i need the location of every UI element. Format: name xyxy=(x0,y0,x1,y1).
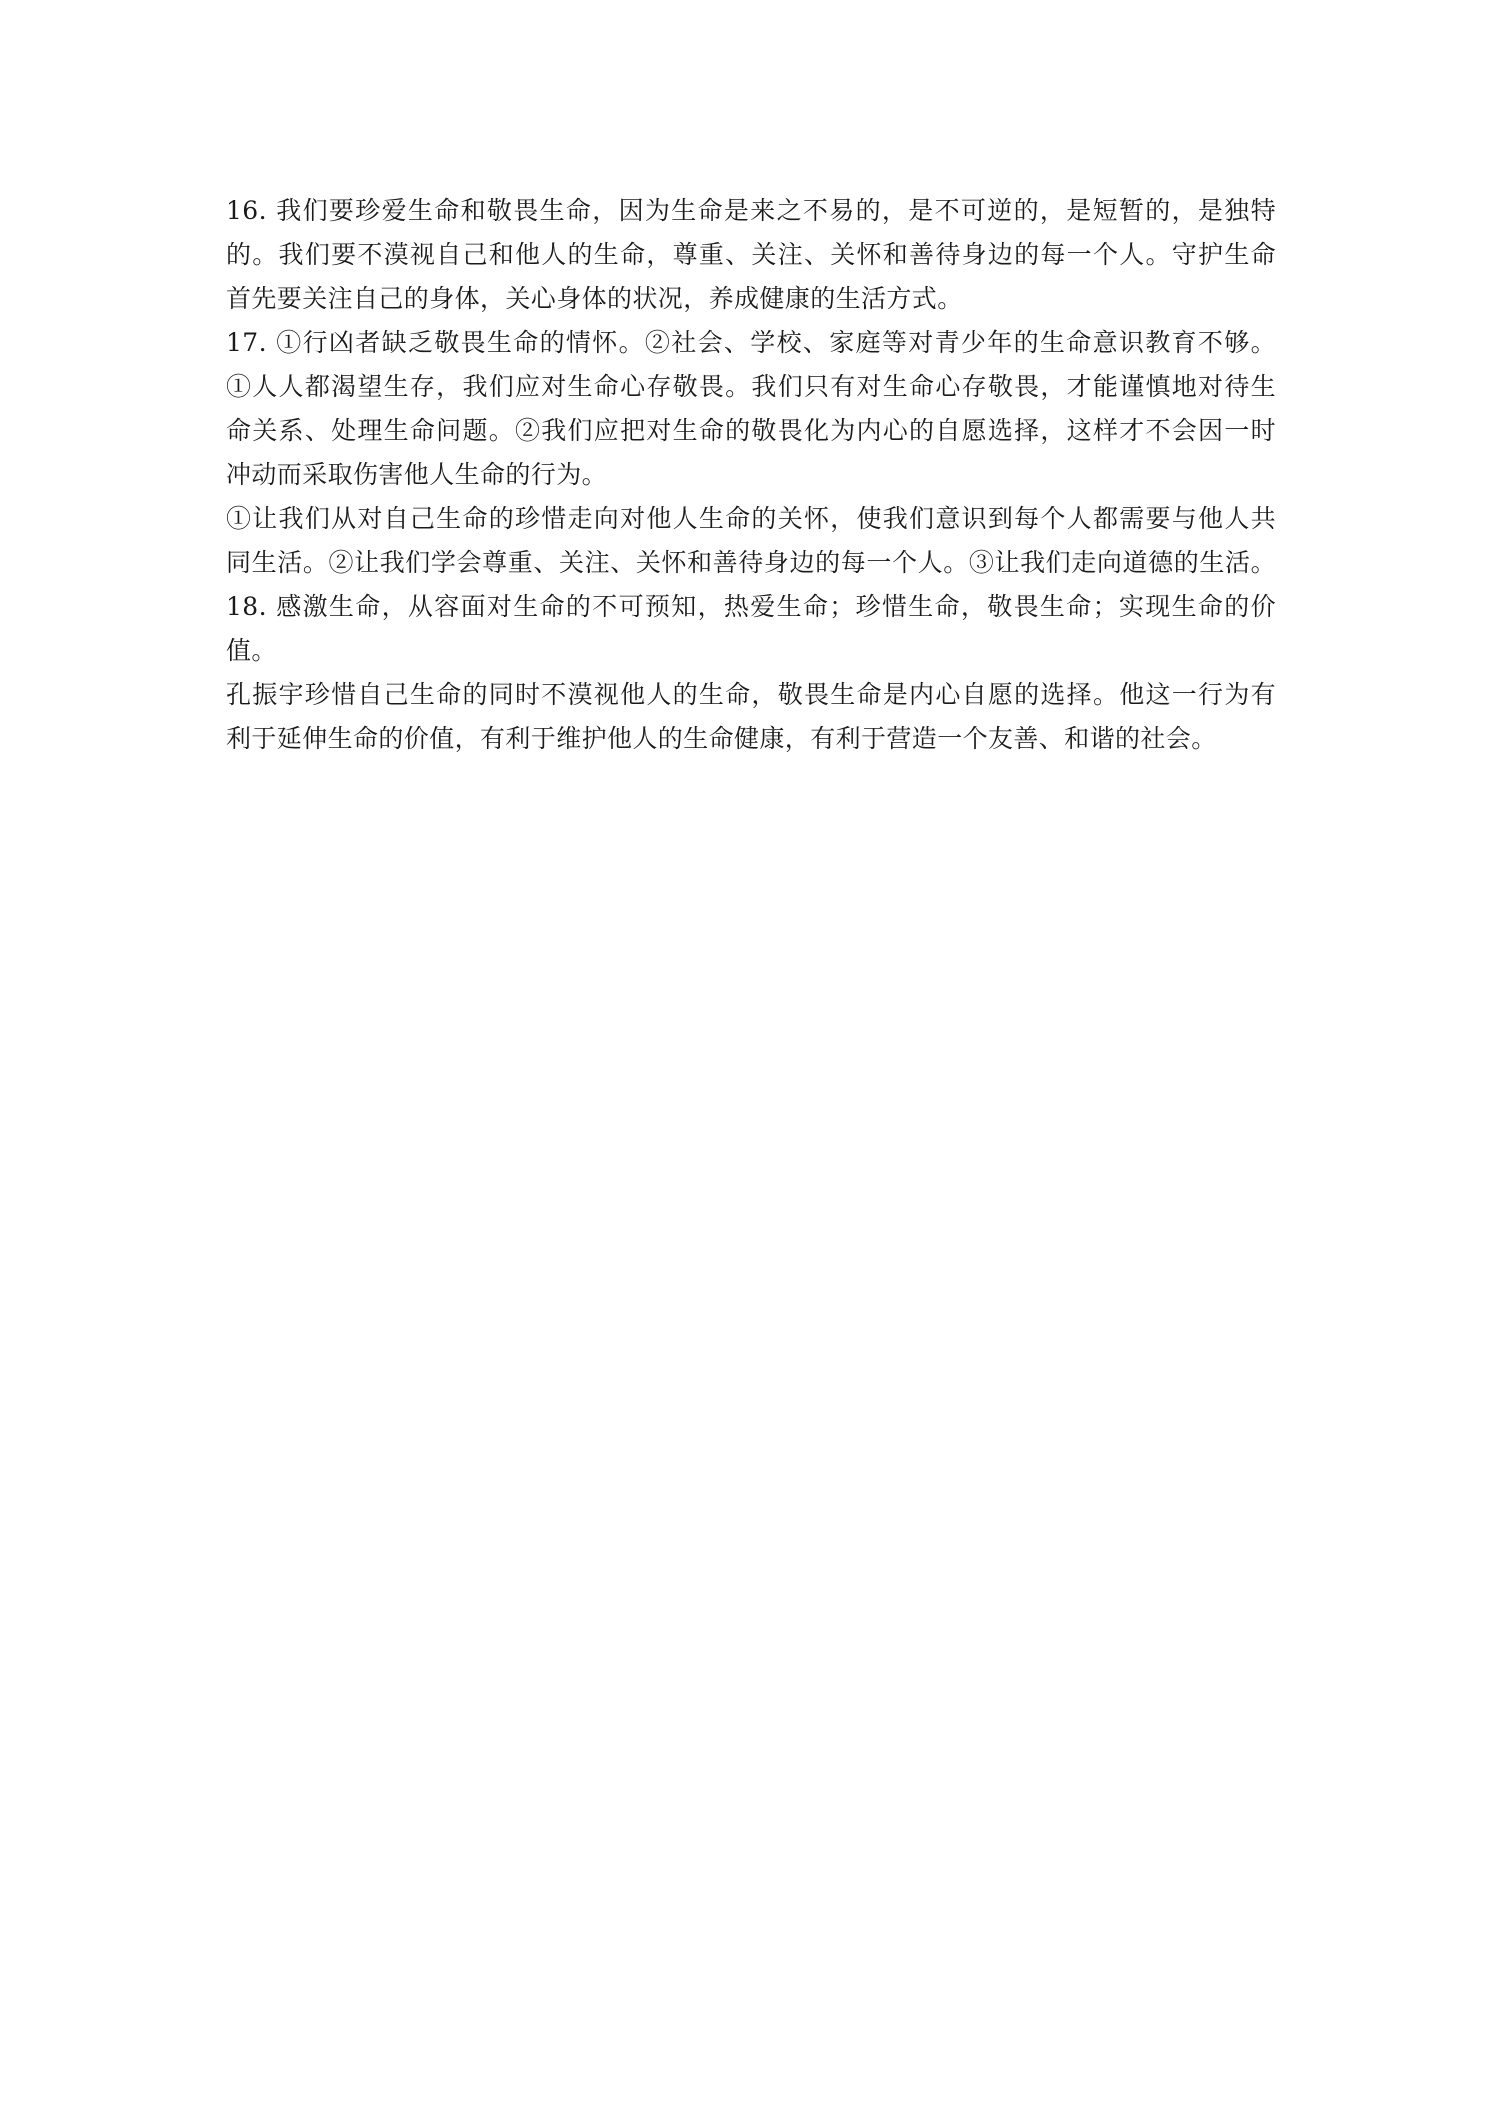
text-line: 的。我们要不漠视自己和他人的生命，尊重、关注、关怀和善待身边的每一个人。守护生命 xyxy=(226,240,1276,269)
text-line: 同生活。②让我们学会尊重、关注、关怀和善待身边的每一个人。③让我们走向道德的生活。 xyxy=(226,548,1276,577)
answer-17-part3-paragraph xyxy=(226,497,1276,585)
text-line: ①让我们从对自己生命的珍惜走向对他人生命的关怀，使我们意识到每个人都需要与他人共 xyxy=(226,504,1276,533)
text-line: 16. 我们要珍爱生命和敬畏生命，因为生命是来之不易的，是不可逆的，是短暂的，是独特 xyxy=(226,196,1276,225)
text-line: 首先要关注自己的身体，关心身体的状况，养成健康的生活方式。 xyxy=(226,284,963,313)
text-line: 命关系、处理生命问题。②我们应把对生命的敬畏化为内心的自愿选择，这样才不会因一时 xyxy=(226,416,1276,445)
text-line: 利于延伸生命的价值，有利于维护他人的生命健康，有利于营造一个友善、和谐的社会。 xyxy=(226,724,1217,753)
text-line: 孔振宇珍惜自己生命的同时不漠视他人的生命，敬畏生命是内心自愿的选择。他这一行为有 xyxy=(226,680,1276,709)
answer-page xyxy=(226,189,1276,761)
answer-18-part2-paragraph xyxy=(226,673,1276,761)
text-line: 冲动而采取伤害他人生命的行为。 xyxy=(226,460,608,489)
answer-17-part2-paragraph xyxy=(226,365,1276,497)
text-line: 18. 感激生命，从容面对生命的不可预知，热爱生命；珍惜生命，敬畏生命；实现生命的价 xyxy=(226,592,1276,621)
text-line: ①人人都渴望生存，我们应对生命心存敬畏。我们只有对生命心存敬畏，才能谨慎地对待生 xyxy=(226,372,1276,401)
answer-17-part1-paragraph xyxy=(226,321,1276,365)
answer-16-paragraph xyxy=(226,189,1276,321)
answer-18-part1-paragraph xyxy=(226,585,1276,673)
text-line: 值。 xyxy=(226,636,277,665)
text-line: 17. ①行凶者缺乏敬畏生命的情怀。②社会、学校、家庭等对青少年的生命意识教育不够。 xyxy=(226,328,1276,357)
